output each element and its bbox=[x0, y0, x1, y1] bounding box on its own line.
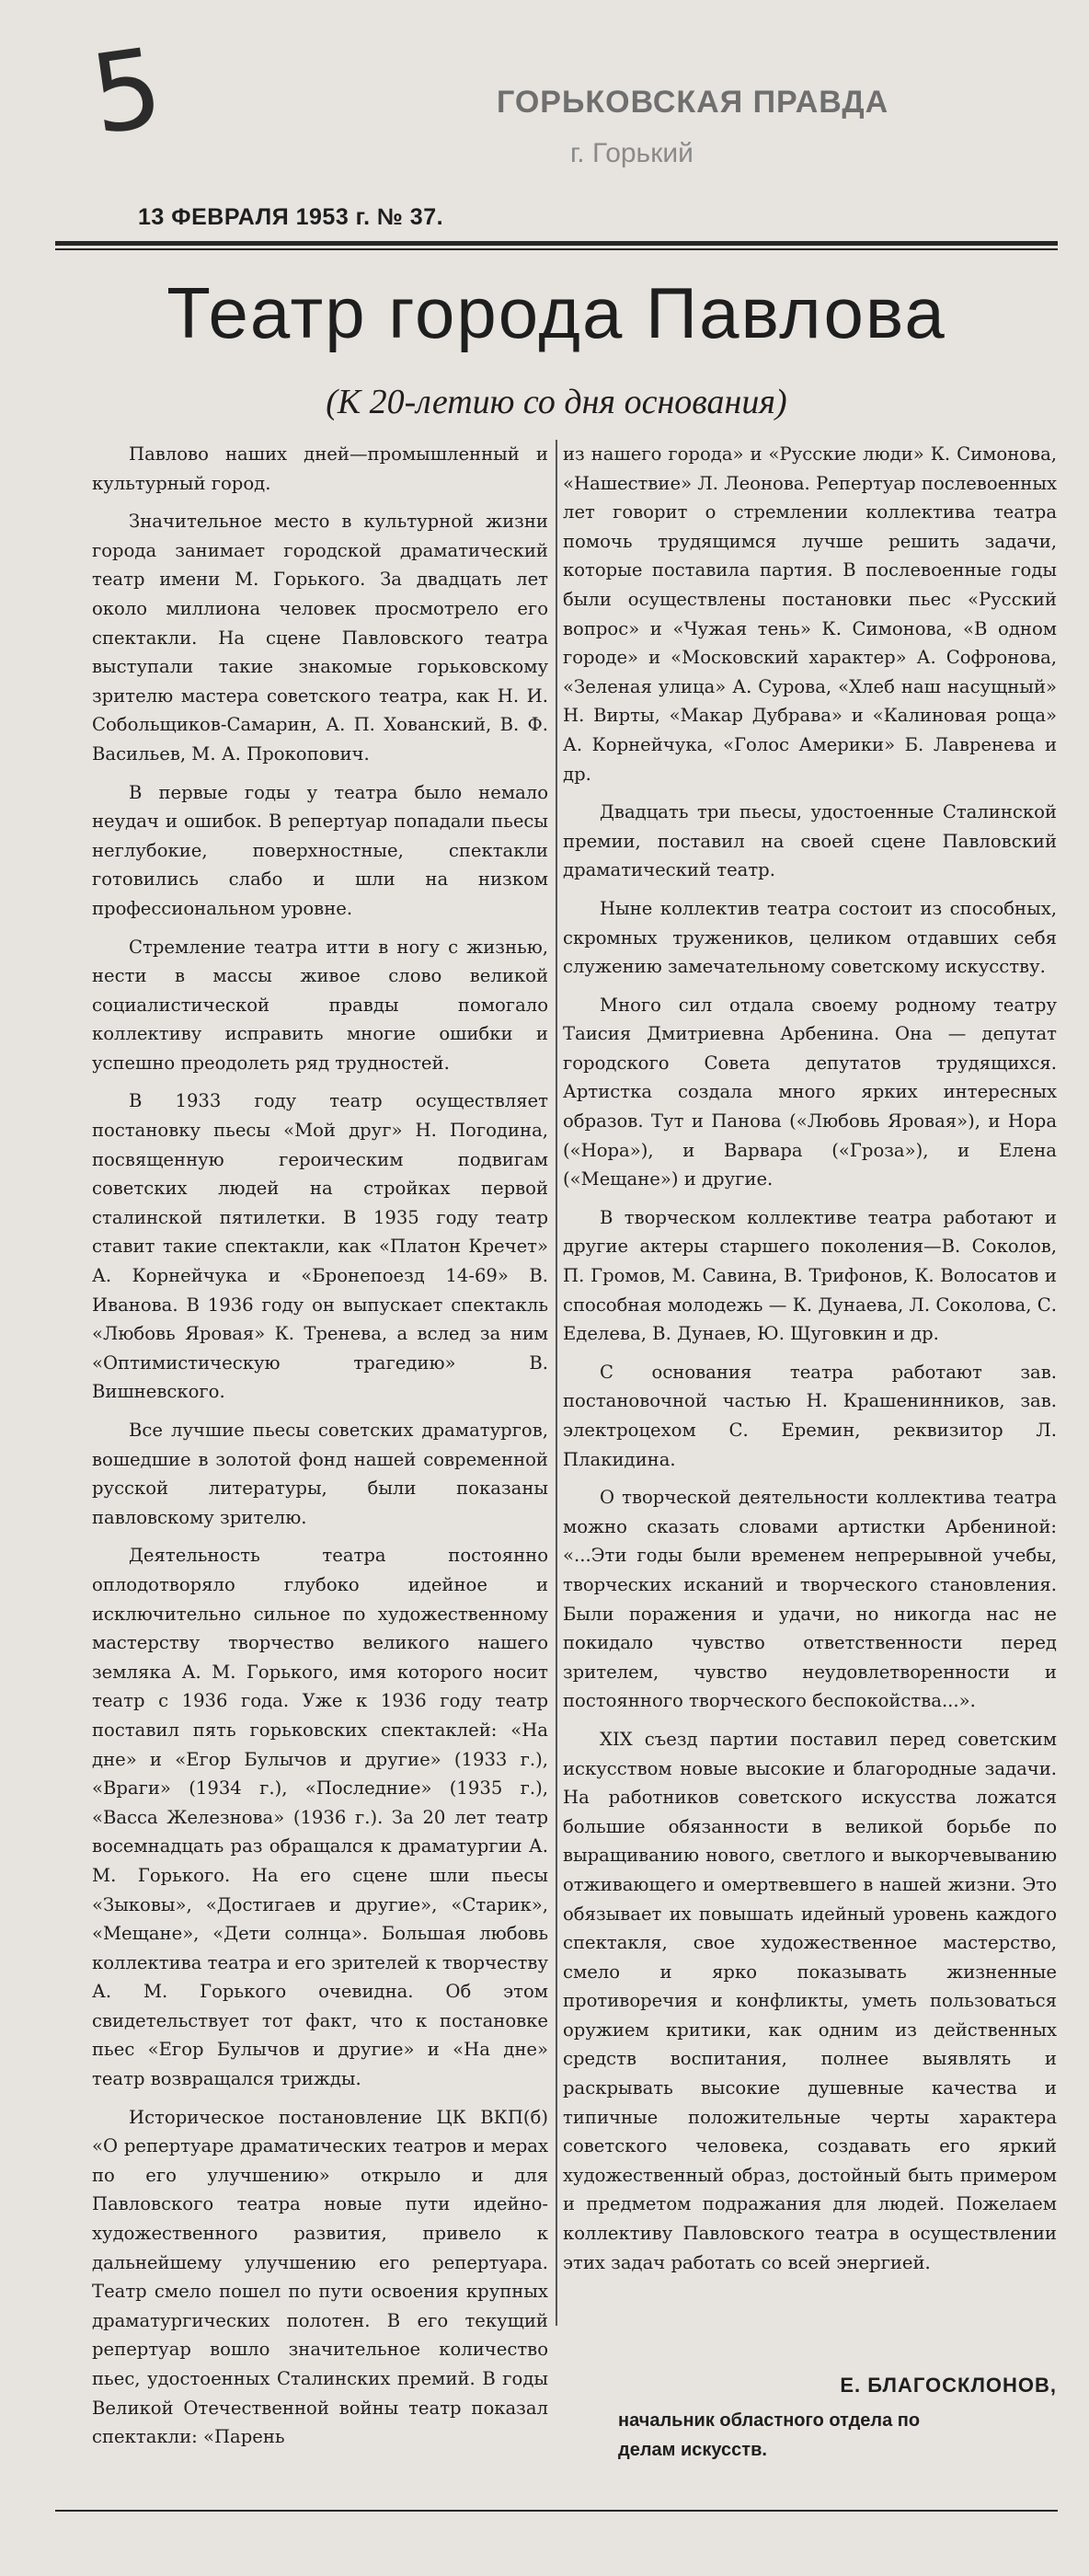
paragraph: Павлово наших дней—промышленный и культурный город. bbox=[92, 443, 548, 494]
paragraph: XIX съезд партии поставил перед советским искусством новые высокие и благородные задачи. На работников советского искусства ложатся большие обязанности в великой борьбе по выращиванию нового, светлого и выкорчевыванию отживающего и омертвевшего в нашей жизни. Это обязывает их повышать идейный уровень каждого спектакля, свое художественное мастерство, смело и ярко показывать жизненные противоречия и конфликты, уметь пользоваться оружием критики, как одним из действенных средств воспитания, полнее выявлять и раскрывать высокие душевные качества и типичные положительные черты характера советского человека, создавать его яркий художественный образ, достойный быть примером и предметом подражания для людей. Пожелаем коллективу Павловского театра в осуществлении этих задач работать со всей энергией. bbox=[563, 1728, 1057, 2273]
handwritten-archive-number: 5 bbox=[83, 23, 170, 159]
author-position: делам искусств. bbox=[618, 2440, 767, 2460]
header-rule-thick bbox=[55, 241, 1058, 246]
newspaper-stamp-city: г. Горький bbox=[570, 138, 694, 168]
paragraph: В первые годы у театра было немало неудач и ошибок. В репертуар попадали пьесы неглубокие, поверхностные, спектакли готовились слабо и шли на низком профессиональном уровне. bbox=[92, 781, 548, 919]
header-rule-thin bbox=[55, 248, 1058, 250]
article-column-right bbox=[563, 440, 1057, 2381]
article-column-left bbox=[92, 440, 548, 2448]
paragraph: Много сил отдала своему родному театру Таисия Дмитриевна Арбенина. Она — депутат городского Совета депутатов трудящихся. Артистка создала много ярких интересных образов. Тут и Панова («Любовь Яровая»), и Нора («Нора»), и Варвара («Гроза»), и Елена («Мещане») и другие. bbox=[563, 994, 1057, 1190]
paragraph: из нашего города» и «Русские люди» К. Симонова, «Нашествие» Л. Леонова. Репертуар послевоенных лет говорит о стремлении коллектива театра помочь трудящимся лучше решить задачи, которые поставила партия. В послевоенные годы были осуществлены постановки пьес «Русский вопрос» и «Чужая тень» К. Симонова, «В одном городе» и «Московский характер» А. Софронова, «Зеленая улица» А. Сурова, «Хлеб наш насущный» Н. Вирты, «Макар Дубрава» и «Калиновая роща» А. Корнейчука, «Голос Америки» Б. Лавренева и др. bbox=[563, 443, 1057, 785]
paragraph: Все лучшие пьесы советских драматургов, вошедшие в золотой фонд нашей современной русской литературы, были показаны павловскому зрителю. bbox=[92, 1420, 548, 1528]
issue-date-number: 13 ФЕВРАЛЯ 1953 г. № 37. bbox=[138, 204, 444, 230]
paragraph: В творческом коллективе театра работают и другие актеры старшего поколения—В. Соколов, П. Громов, М. Савина, В. Трифонов, К. Волосатов и способная молодежь — К. Дунаева, Л. Соколова, С. Еделева, В. Дунаев, Ю. Щуговкин и др. bbox=[563, 1206, 1057, 1345]
paragraph: С основания театра работают зав. постановочной частью Н. Крашенинников, зав. электроцехом С. Еремин, реквизитор Л. Плакидина. bbox=[563, 1361, 1057, 1470]
column-divider bbox=[556, 440, 557, 2326]
paragraph: Ныне коллектив театра состоит из способных, скромных тружеников, целиком отдавших себя служению замечательному советскому искусству. bbox=[563, 897, 1057, 978]
footer-rule bbox=[55, 2510, 1058, 2512]
author-position: начальник областного отдела по bbox=[618, 2410, 921, 2431]
paragraph: Деятельность театра постоянно оплодотворяло глубоко идейное и исключительно сильное по художественному мастерству творчество великого нашего земляка А. М. Горького, имя которого носит театр с 1936 года. Уже к 1936 году театр поставил пять горьковских спектаклей: «На дне» и «Егор Булычов и другие» (1933 г.), «Враги» (1934 г.), «Последние» (1935 г.), «Васса Железнова» (1936 г.). За 20 лет театр восемнадцать раз обращался к драматургии А. М. Горького. На его сцене шли пьесы «Зыковы», «Достигаев и другие», «Старик», «Мещане», «Дети солнца». Большая любовь коллектива театра и его зрителей к творчеству А. М. Горького очевидна. Об этом свидетельствует тот факт, что к постановке пьес «Егор Булычов и другие» и «На дне» театр возвращался трижды. bbox=[92, 1545, 548, 2090]
author-name: Е. БЛАГОСКЛОНОВ, bbox=[840, 2374, 1057, 2397]
article-title: Театр города Павлова bbox=[166, 272, 946, 353]
newspaper-stamp: ГОРЬКОВСКАЯ ПРАВДА bbox=[497, 85, 889, 120]
paragraph: Стремление театра итти в ногу с жизнью, нести в массы живое слово великой социалистической правды помогало коллективу исправить многие ошибки и успешно преодолеть ряд трудностей. bbox=[92, 936, 548, 1074]
paragraph: О творческой деятельности коллектива театра можно сказать словами артистки Арбениной: «...Эти годы были временем непрерывной учебы, творческих исканий и творческого становления. Были поражения и удачи, но никогда нас не покидало чувство ответственности перед зрителем, чувство неудовлетворенности и постоянного творческого беспокойства...». bbox=[563, 1487, 1057, 1712]
article-subtitle: (К 20-летию со дня основания) bbox=[326, 383, 787, 421]
paragraph: Историческое постановление ЦК ВКП(б) «О репертуаре драматических театров и мерах по его улучшению» открыло и для Павловского театра новые пути идейно-художественного развития, привело к дальнейшему улучшению его репертуара. Театр смело пошел по пути освоения крупных драматургических полотен. В его текущий репертуар вошло значительное количество пьес, удостоенных Сталинских премий. В годы Великой Отечественной войны театр показал спектакли: «Парень bbox=[92, 2106, 548, 2448]
paragraph: В 1933 году театр осуществляет постановку пьесы «Мой друг» Н. Погодина, посвященную героическим подвигам советских людей на стройках первой сталинской пятилетки. В 1935 году театр ставит такие спектакли, как «Платон Кречет» А. Корнейчука и «Бронепоезд 14-69» В. Иванова. В 1936 году он выпускает спектакль «Любовь Яровая» К. Тренева, а вслед за ним «Оптимистическую трагедию» В. Вишневского. bbox=[92, 1090, 548, 1403]
paragraph: Двадцать три пьесы, удостоенные Сталинской премии, поставил на своей сцене Павловский драматический театр. bbox=[563, 801, 1057, 881]
paragraph: Значительное место в культурной жизни города занимает городской драматический театр имени М. Горького. За двадцать лет около миллиона человек просмотрело его спектакли. На сцене Павловского театра выступали такие знакомые горьковскому зрителю мастера советского театра, как Н. И. Собольщиков-Самарин, А. П. Хованский, В. Ф. Васильев, М. А. Прокопович. bbox=[92, 511, 548, 765]
